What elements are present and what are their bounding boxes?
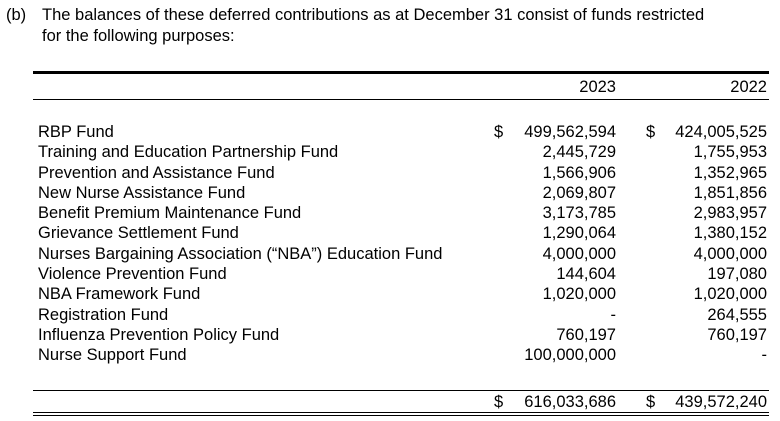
column-header-2022: 2022 (730, 78, 767, 96)
fund-label: Registration Fund (38, 305, 169, 324)
amount: 499,562,594 (524, 123, 616, 141)
amount: 1,290,064 (542, 224, 616, 243)
amount: 424,005,525 (675, 123, 767, 141)
table-row (0, 183, 780, 203)
table-row (0, 345, 780, 365)
table-row (0, 284, 780, 304)
amount: 4,000,000 (542, 244, 616, 263)
amount: 100,000,000 (524, 346, 616, 365)
amount: 760,197 (707, 325, 767, 344)
amount: 2,983,957 (693, 204, 767, 223)
table-row (0, 325, 780, 345)
fund-label: Benefit Premium Maintenance Fund (38, 204, 302, 223)
amount: 4,000,000 (693, 244, 767, 263)
amount: 1,020,000 (693, 285, 767, 304)
fund-label: NBA Framework Fund (38, 285, 201, 304)
total-amount: 616,033,686 (524, 393, 616, 411)
table-row (0, 305, 780, 325)
amount: 264,555 (707, 305, 767, 324)
amount: 1,566,906 (542, 163, 616, 182)
double-underline-top (33, 412, 769, 413)
intro-line-2: for the following purposes: (42, 27, 235, 45)
amount: 1,020,000 (542, 285, 616, 304)
fund-label: Training and Education Partnership Fund (38, 143, 339, 162)
fund-label: Violence Prevention Fund (38, 265, 227, 284)
amount: 3,173,785 (542, 204, 616, 223)
table-row (0, 264, 780, 284)
fund-label: Nurses Bargaining Association (“NBA”) Education Fund (38, 244, 443, 263)
amount: - (761, 346, 767, 365)
amount: 1,380,152 (693, 224, 767, 243)
header-rule (33, 99, 769, 100)
table-row (0, 203, 780, 223)
amount: 1,352,965 (693, 163, 767, 182)
amount: 2,445,729 (542, 143, 616, 162)
fund-label: RBP Fund (38, 123, 114, 141)
amount: 197,080 (707, 265, 767, 284)
intro-paragraph (6, 5, 704, 47)
amount: - (610, 305, 616, 324)
table-row (0, 142, 780, 162)
table-row (0, 223, 780, 243)
fund-table-body (0, 122, 780, 366)
amount: 1,755,953 (693, 143, 767, 162)
amount: 2,069,807 (542, 183, 616, 202)
note-marker: (b) (6, 6, 27, 24)
table-top-rule (33, 71, 769, 74)
table-row (0, 163, 780, 183)
currency-symbol: $ (494, 393, 504, 411)
intro-line-1: The balances of these deferred contributions as at December 31 consist of funds restricted (42, 6, 705, 24)
table-row (0, 122, 780, 142)
total-amount: 439,572,240 (675, 393, 767, 411)
amount: 760,197 (556, 325, 616, 344)
totals-row (0, 392, 780, 412)
fund-label: Prevention and Assistance Fund (38, 163, 275, 182)
table-row (0, 244, 780, 264)
currency-symbol: $ (494, 123, 504, 141)
fund-label: Nurse Support Fund (38, 346, 187, 365)
fund-label: New Nurse Assistance Fund (38, 183, 246, 202)
currency-symbol: $ (646, 393, 656, 411)
fund-label: Influenza Prevention Policy Fund (38, 325, 280, 344)
subtotal-rule (33, 390, 769, 391)
column-header-2023: 2023 (579, 78, 616, 96)
fund-label: Grievance Settlement Fund (38, 224, 239, 243)
currency-symbol: $ (646, 123, 656, 141)
amount: 1,851,856 (693, 183, 767, 202)
amount: 144,604 (556, 265, 616, 284)
double-underline-bottom (33, 415, 769, 416)
